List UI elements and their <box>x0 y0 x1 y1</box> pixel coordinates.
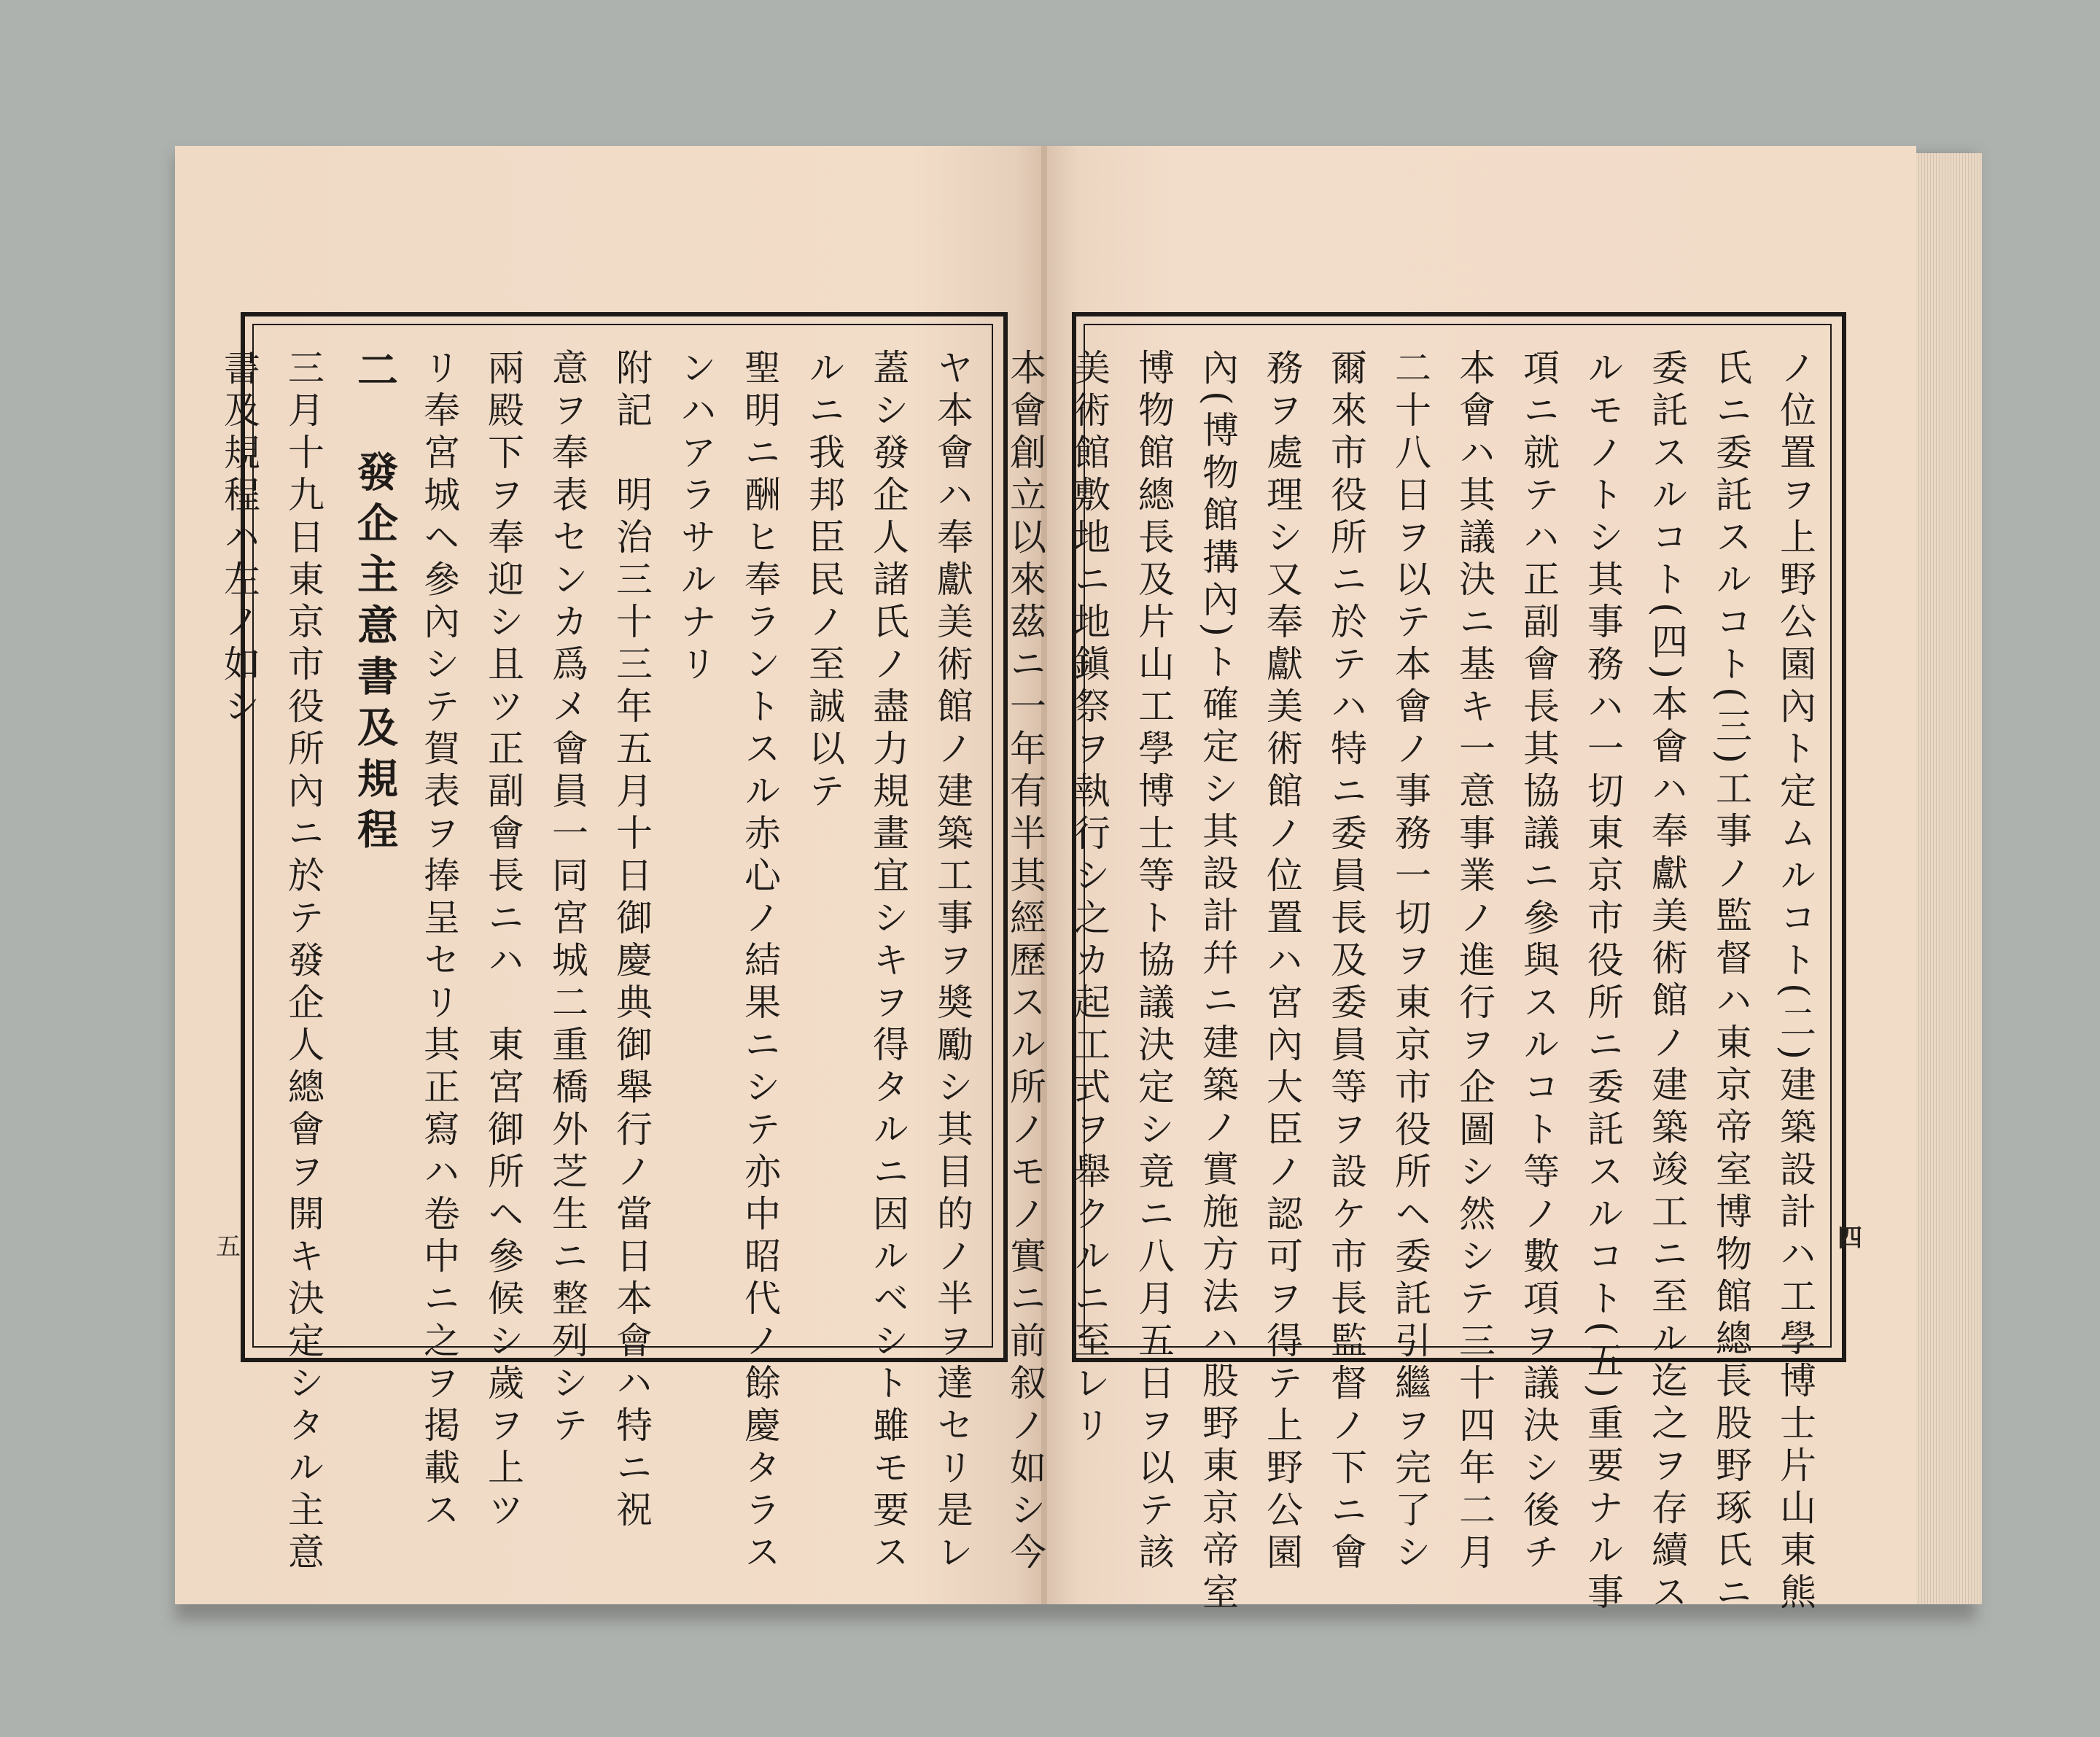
right-page-text <box>986 349 1820 1616</box>
text-column: 內(博物館搆內)ト確定シ其設計幷ニ建築ノ實施方法ハ股野東京帝室 <box>1197 349 1239 1616</box>
text-column: 兩殿下ヲ奉迎シ且ツ正副會長ニハ 東宮御所ヘ參候シ歲ヲ上ツ <box>482 349 524 1533</box>
text-column: 委託スルコト(四)本會ハ奉獻美術館ノ建築竣工ニ至ル迄之ヲ存續ス <box>1646 349 1688 1616</box>
text-column: 三月十九日東京市役所內ニ於テ發企人總會ヲ開キ決定シタル主意 <box>282 349 324 1575</box>
text-column: ノ位置ヲ上野公園內ト定ムルコト(二)建築設計ハ工學博士片山東熊 <box>1774 349 1816 1616</box>
text-column: 務ヲ處理シ又奉獻美術館ノ位置ハ宮內大臣ノ認可ヲ得テ上野公園 <box>1261 349 1303 1575</box>
page-number-left: 五 <box>216 1232 241 1262</box>
text-column: 美術館敷地ニ地鎭祭ヲ執行シ之カ起工式ヲ舉クルニ至レリ <box>1068 349 1111 1448</box>
text-column: 博物館總長及片山工學博士等ト協議決定シ竟ニ八月五日ヲ以テ該 <box>1132 349 1175 1575</box>
section-heading: 二 發企主意書及規程 <box>351 349 399 859</box>
text-column: 氏ニ委託スルコト(三)工事ノ監督ハ東京帝室博物館總長股野琢氏ニ <box>1710 349 1752 1616</box>
text-column: 本會創立以來茲ニ一年有半其經歷スル所ノモノ實ニ前叙ノ如シ今 <box>1004 349 1046 1575</box>
text-column: 本會ハ其議決ニ基キ一意事業ノ進行ヲ企圖シ然シテ三十四年二月 <box>1453 349 1496 1575</box>
text-column: ヤ本會ハ奉獻美術館ノ建築工事ヲ奬勵シ其目的ノ半ヲ達セリ是レ <box>931 349 973 1575</box>
text-column: 爾來市役所ニ於テハ特ニ委員長及委員等ヲ設ケ市長監督ノ下ニ會 <box>1325 349 1367 1575</box>
text-column: リ奉宮城ヘ參內シテ賀表ヲ捧呈セリ其正寫ハ卷中ニ之ヲ掲載ス <box>418 349 460 1533</box>
page-edges <box>1916 153 1982 1604</box>
text-column: 蓋シ發企人諸氏ノ盡力規畫宜シキヲ得タルニ因ルベシト雖モ要ス <box>867 349 909 1575</box>
text-column: 意ヲ奉表センカ爲メ會員一同宮城二重橋外芝生ニ整列シテ <box>546 349 588 1448</box>
text-column: 書及規程ハ左ノ如シ <box>218 349 260 729</box>
page-number-right: 四 <box>1838 1224 1862 1253</box>
text-column: ルモノトシ其事務ハ一切東京市役所ニ委託スルコト(五)重要ナル事 <box>1582 349 1624 1616</box>
text-column: ルニ我邦臣民ノ至誠以テ <box>803 349 845 814</box>
text-column: 二十八日ヲ以テ本會ノ事務一切ヲ東京市役所ヘ委託引繼ヲ完了シ <box>1389 349 1431 1575</box>
text-column: ンハアラサルナリ <box>674 349 717 687</box>
text-column: 附記 明治三十三年五月十日御慶典御舉行ノ當日本會ハ特ニ祝 <box>610 349 653 1533</box>
text-column: 項ニ就テハ正副會長其協議ニ參與スルコト等ノ數項ヲ議決シ後チ <box>1517 349 1560 1575</box>
text-column: 聖明ニ酬ヒ奉ラントスル赤心ノ結果ニシテ亦中昭代ノ餘慶タラス <box>739 349 781 1575</box>
left-page-text <box>200 349 977 1575</box>
